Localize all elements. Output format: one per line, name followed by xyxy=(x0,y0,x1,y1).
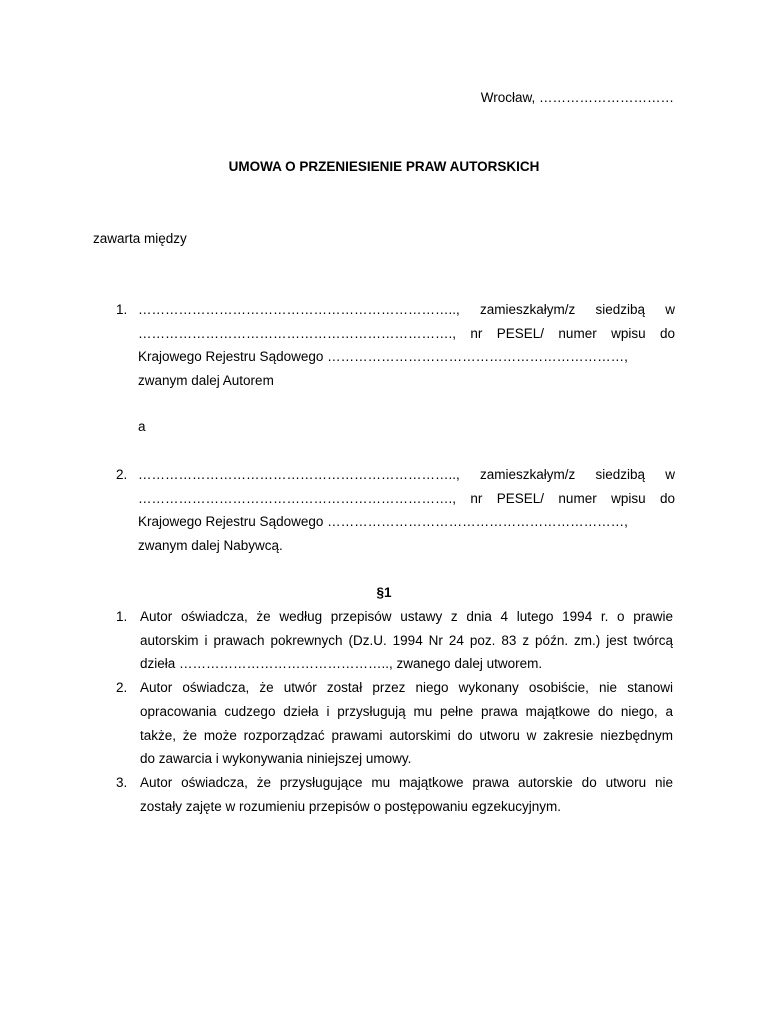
party-line: …………………………………………………………….., zamieszkałym/z siedzibą w xyxy=(138,302,675,317)
clause-line: dzieła ……………………………………….., zwanego dalej utworem. xyxy=(140,656,543,672)
conjunction-text: a xyxy=(138,419,146,434)
party-number: 1. xyxy=(116,302,128,317)
party-line: zwanym dalej Nabywcą. xyxy=(138,537,283,553)
place-date-line: Wrocław, ………………………… xyxy=(480,90,674,105)
clause-text xyxy=(140,605,673,676)
party-line: …………………………………………………………….., zamieszkałym/z siedzibą w xyxy=(138,467,675,482)
clause-number: 1. xyxy=(116,609,128,624)
section-heading: §1 xyxy=(376,585,392,600)
party-number: 2. xyxy=(116,467,128,482)
party-line: Krajowego Rejestru Sądowego …………………………………………………………, xyxy=(138,514,628,529)
clause-text xyxy=(140,676,673,771)
clause-line: Autor oświadcza, że według przepisów ustawy z dnia 4 lutego 1994 r. o prawie xyxy=(140,609,673,624)
party-line: ……………………………………………………………., nr PESEL/ numer wpisu do xyxy=(138,490,675,506)
clause-3 xyxy=(0,771,768,818)
clause-line: zostały zajęte w rozumieniu przepisów o postępowaniu egzekucyjnym. xyxy=(140,798,561,814)
clause-line: do zawarcia i wykonywania niniejszej umowy. xyxy=(140,751,412,767)
clause-line: opracowania cudzego dzieła i przysługują mu pełne prawa majątkowe do niego, a xyxy=(140,703,673,719)
clause-line: Autor oświadcza, że utwór został przez niego wykonany osobiście, nie stanowi xyxy=(140,680,673,696)
clause-line: autorskim i prawach pokrewnych (Dz.U. 1994 Nr 24 poz. 83 z późn. zm.) jest twórcą xyxy=(140,632,673,648)
clause-list xyxy=(0,605,768,818)
party-line: zwanym dalej Autorem xyxy=(138,372,274,388)
clause-text xyxy=(140,771,673,818)
party-line: Krajowego Rejestru Sądowego …………………………………………………………, xyxy=(138,349,628,364)
clause-number: 3. xyxy=(116,774,128,790)
clause-1 xyxy=(0,605,768,676)
clause-line: Autor oświadcza, że przysługujące mu majątkowe prawa autorskie do utworu nie xyxy=(140,774,673,790)
intro-text: zawarta między xyxy=(93,231,187,246)
clause-2 xyxy=(0,676,768,771)
party-line: ……………………………………………………………., nr PESEL/ numer wpisu do xyxy=(138,325,675,341)
clause-number: 2. xyxy=(116,680,128,696)
party-description xyxy=(138,298,675,392)
document-title: UMOWA O PRZENIESIENIE PRAW AUTORSKICH xyxy=(228,159,540,174)
party-description xyxy=(138,463,675,557)
clause-line: także, że może rozporządzać prawami autorskimi do utworu w zakresie niezbędnym xyxy=(140,727,673,743)
